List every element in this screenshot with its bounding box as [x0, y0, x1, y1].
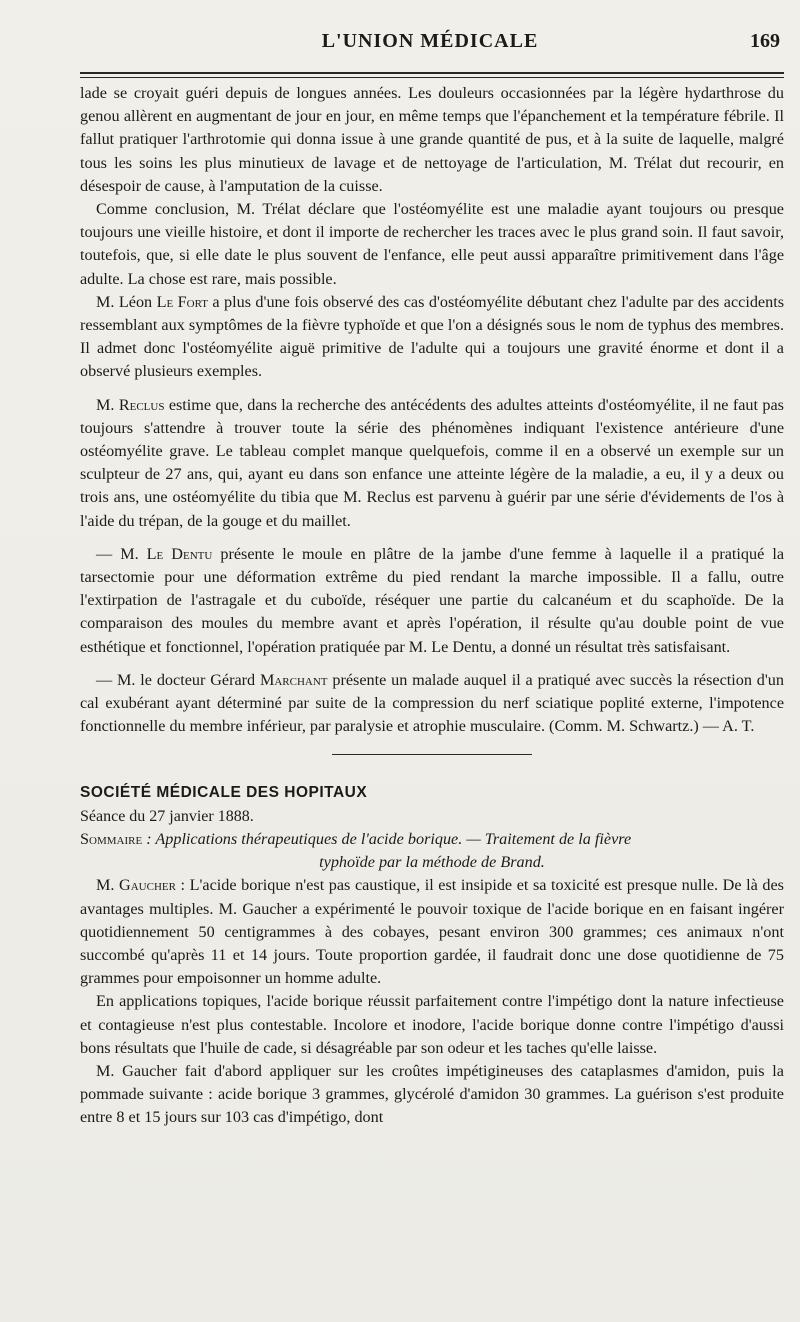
- speaker-name: Marchant: [259, 670, 328, 689]
- speaker-name: Reclus: [118, 395, 165, 414]
- article-body: [80, 82, 784, 1130]
- paragraph-text: : L'acide borique n'est pas caustique, il est insipide et sa toxicité est presque nulle. De là des avantages multiples. M. Gaucher a expérimenté le pouvoir toxique de l'acide borique en en faisant ingérer quotidiennement 50 centigrammes à des cobayes, pesant environ 300 grammes; ces animaux n'ont succombé qu'après 11 et 14 jours. Toute proportion gardée, il faudrait donc une dose quotidienne de 75 grammes pour empoisonner un homme adulte.: [80, 876, 784, 988]
- spacer: [80, 384, 784, 394]
- paragraph-text: a plus d'une fois observé des cas d'ostéomyélite débutant chez l'adulte par des accidents ressemblant aux symptômes de la fièvre typhoïde et que l'on a désignés sous le nom de typhus des membres. Il admet donc l'ostéomyélite aiguë primitive de l'adulte qui a toujours une gravité énorme et dont il a observé plusieurs exemples.: [80, 292, 784, 381]
- paragraph-text: présente un malade auquel il a pratiqué avec succès la résection d'un cal exubérant ayant déterminé par suite de la compression du nerf sciatique poplité externe, l'impotence fonctionnelle du membre inférieur, par paralysie et atrophie musculaire. (Comm. M. Schwartz.) — A. T.: [80, 670, 784, 736]
- paragraph-marchant: [80, 669, 784, 739]
- header-rule-thin: [80, 77, 784, 78]
- section-divider: [332, 754, 532, 755]
- spacer: [80, 659, 784, 669]
- paragraph-topical-applications: En applications topiques, l'acide borique réussit parfaitement contre l'impétigo dont la nature infectieuse et contagieuse n'est plus contestable. Incolore et inodore, l'acide borique donne contre l'impétigo d'aussi bons résultats que l'huile de cade, si désagréable par son odeur et les taches qu'elle laisse.: [80, 992, 784, 1057]
- session-summary: [80, 828, 784, 874]
- page-number: 169: [750, 30, 780, 52]
- summary-topics-continued: typhoïde par la méthode de Brand.: [319, 853, 545, 872]
- spacer: [80, 533, 784, 543]
- session-date: Séance du 27 janvier 1888.: [80, 807, 254, 825]
- speaker-name: Gaucher: [119, 876, 176, 895]
- paragraph-le-dentu: [80, 543, 784, 659]
- paragraph-reclus: [80, 394, 784, 533]
- paragraph-text: estime que, dans la recherche des antécédents des adultes atteints d'ostéomyélite, il ne faut pas toujours s'attendre à trouver toute la série des phénomènes indiquant l'existence antérieure d'une ostéomyélite grave. Le tableau complet manque quelquefois, comme il en a observé un exemple sur un sculpteur de 27 ans, qui, ayant eu dans son enfance une atteinte légère de la maladie, a eu, il y a deux ou trois ans, une ostéomyélite du tibia que M. Reclus est parvenu à guérir par une série d'évidements de l'os à l'aide du trépan, de la gouge et du maillet.: [80, 395, 784, 530]
- paragraph-gaucher: [80, 874, 784, 990]
- speaker-name: Le Fort: [156, 292, 208, 311]
- running-head: [80, 30, 780, 60]
- speaker-name: Le Dentu: [146, 544, 213, 563]
- speaker-prefix: M. Léon: [96, 292, 157, 311]
- paragraph-gaucher-method: M. Gaucher fait d'abord appliquer sur les croûtes impétigineuses des cataplasmes d'amidon, puis la pommade suivante : acide borique 3 grammes, glycérolé d'amidon 30 grammes. La guérison s'est produite entre 8 et 15 jours sur 103 cas d'impétigo, dont: [80, 1061, 784, 1127]
- summary-label: Sommaire: [80, 829, 143, 848]
- speaker-prefix: M.: [96, 395, 119, 414]
- speaker-prefix: — M.: [96, 544, 147, 563]
- speaker-prefix: M.: [96, 876, 120, 895]
- paragraph-trelat-conclusion: Comme conclusion, M. Trélat déclare que l'ostéomyélite est une maladie ayant toujours ou presque toujours une vieille histoire, et dont il importe de rechercher les traces avec le plus grand soin. Il faut savoir, toutefois, que, si elle date le plus souvent de l'enfance, elle peut aussi apparaître primitivement dans l'âge adulte. La chose est rare, mais possible.: [80, 200, 784, 288]
- paragraph-trelat-case: lade se croyait guéri depuis de longues années. Les douleurs occasionnées par la légère hydarthrose du genou allèrent en augmentant de jour en jour, en même temps que l'épanchement et la température fébrile. Il fallut pratiquer l'arthrotomie qui donna issue à une grande quantité de pus, et à la suite de laquelle, malgré tous les soins les plus minutieux de lavage et de nettoyage de l'articulation, M. Trélat dut recourir, en désespoir de cause, à l'amputation de la cuisse.: [80, 84, 784, 195]
- society-title: SOCIÉTÉ MÉDICALE DES HOPITAUX: [80, 784, 368, 802]
- speaker-prefix: — M. le docteur Gérard: [96, 670, 260, 689]
- paragraph-le-fort: [80, 291, 784, 384]
- journal-title: L'UNION MÉDICALE: [321, 30, 539, 52]
- paragraph-text: présente le moule en plâtre de la jambe d'une femme à laquelle il a pratiqué la tarsectomie pour une déformation extrême du pied rendant la marche impossible. Il a fallu, outre l'extirpation de l'astragale et du cuboïde, réséquer une partie du calcanéum et du scaphoïde. De la comparaison des moules du membre avant et après l'opération, il résulte qu'au double point de vue esthétique et fonctionnel, l'opération pratiquée par M. Le Dentu, a donné un résultat très satisfaisant.: [80, 544, 784, 656]
- summary-topics: : Applications thérapeutiques de l'acide borique. — Traitement de la fièvre: [142, 829, 632, 848]
- header-rule: [80, 72, 784, 74]
